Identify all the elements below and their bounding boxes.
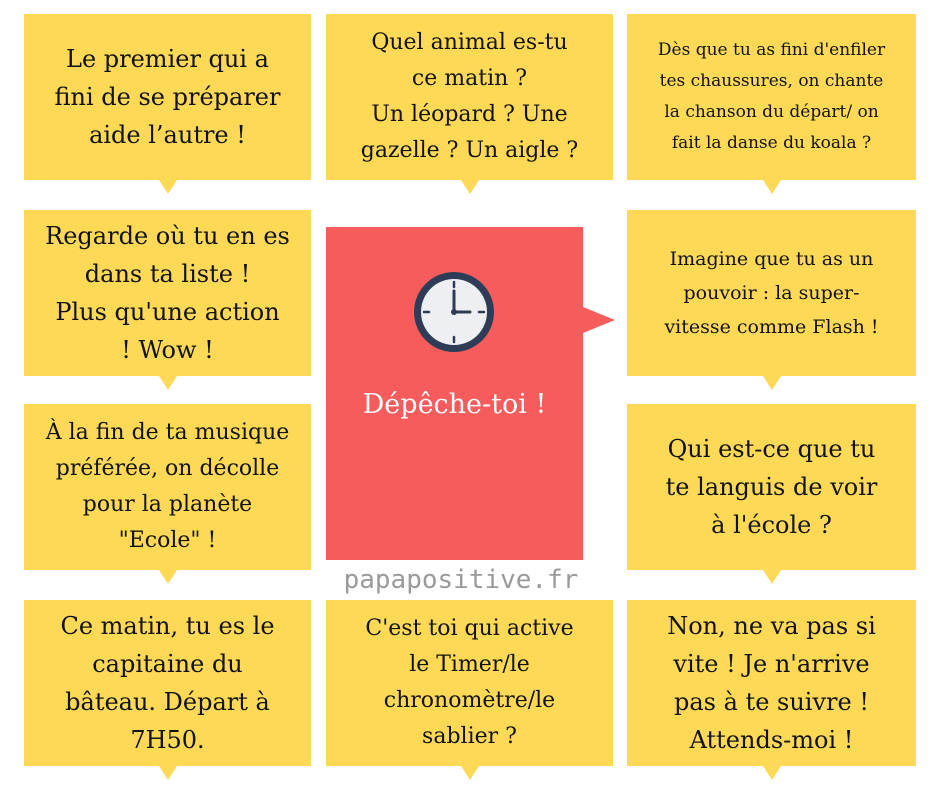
card-text: Regarde où tu en es dans ta liste ! Plus qu'une action ! Wow ! — [45, 222, 290, 364]
center-panel — [326, 227, 583, 560]
card-animal — [326, 14, 613, 180]
card-attends — [627, 600, 916, 766]
card-text: C'est toi qui active le Timer/le chronomètre/le sablier ? — [365, 616, 574, 749]
card-text: Imagine que tu as un pouvoir : la super- vitesse comme Flash ! — [664, 248, 879, 338]
card-timer — [326, 600, 613, 766]
card-ecole — [627, 404, 916, 570]
card-pouvoir — [627, 210, 916, 376]
card-text: À la fin de ta musique préférée, on décolle pour la planète "Ecole" ! — [45, 420, 290, 553]
card-text: Quel animal es-tu ce matin ? Un léopard ? Une gazelle ? Un aigle ? — [360, 30, 579, 163]
clock-icon — [412, 270, 496, 354]
card-text: Ce matin, tu es le capitaine du bâteau. Départ à 7H50. — [60, 612, 275, 754]
center-title: Dépêche-toi ! — [362, 389, 547, 420]
card-text: Qui est-ce que tu te languis de voir à l'école ? — [665, 435, 878, 539]
card-liste — [24, 210, 311, 376]
card-text: Non, ne va pas si vite ! Je n'arrive pas à te suivre ! Attends-moi ! — [667, 612, 876, 754]
card-text: Dès que tu as fini d'enfiler tes chaussures, on chante la chanson du départ/ on fait la danse du koala ? — [657, 40, 886, 153]
card-musique — [24, 404, 311, 570]
card-chaussures — [627, 14, 916, 180]
card-premier — [24, 14, 311, 180]
watermark: papapositive.fr — [343, 565, 579, 595]
card-capitaine — [24, 600, 311, 766]
card-text: Le premier qui a fini de se préparer aide l’autre ! — [54, 45, 281, 149]
